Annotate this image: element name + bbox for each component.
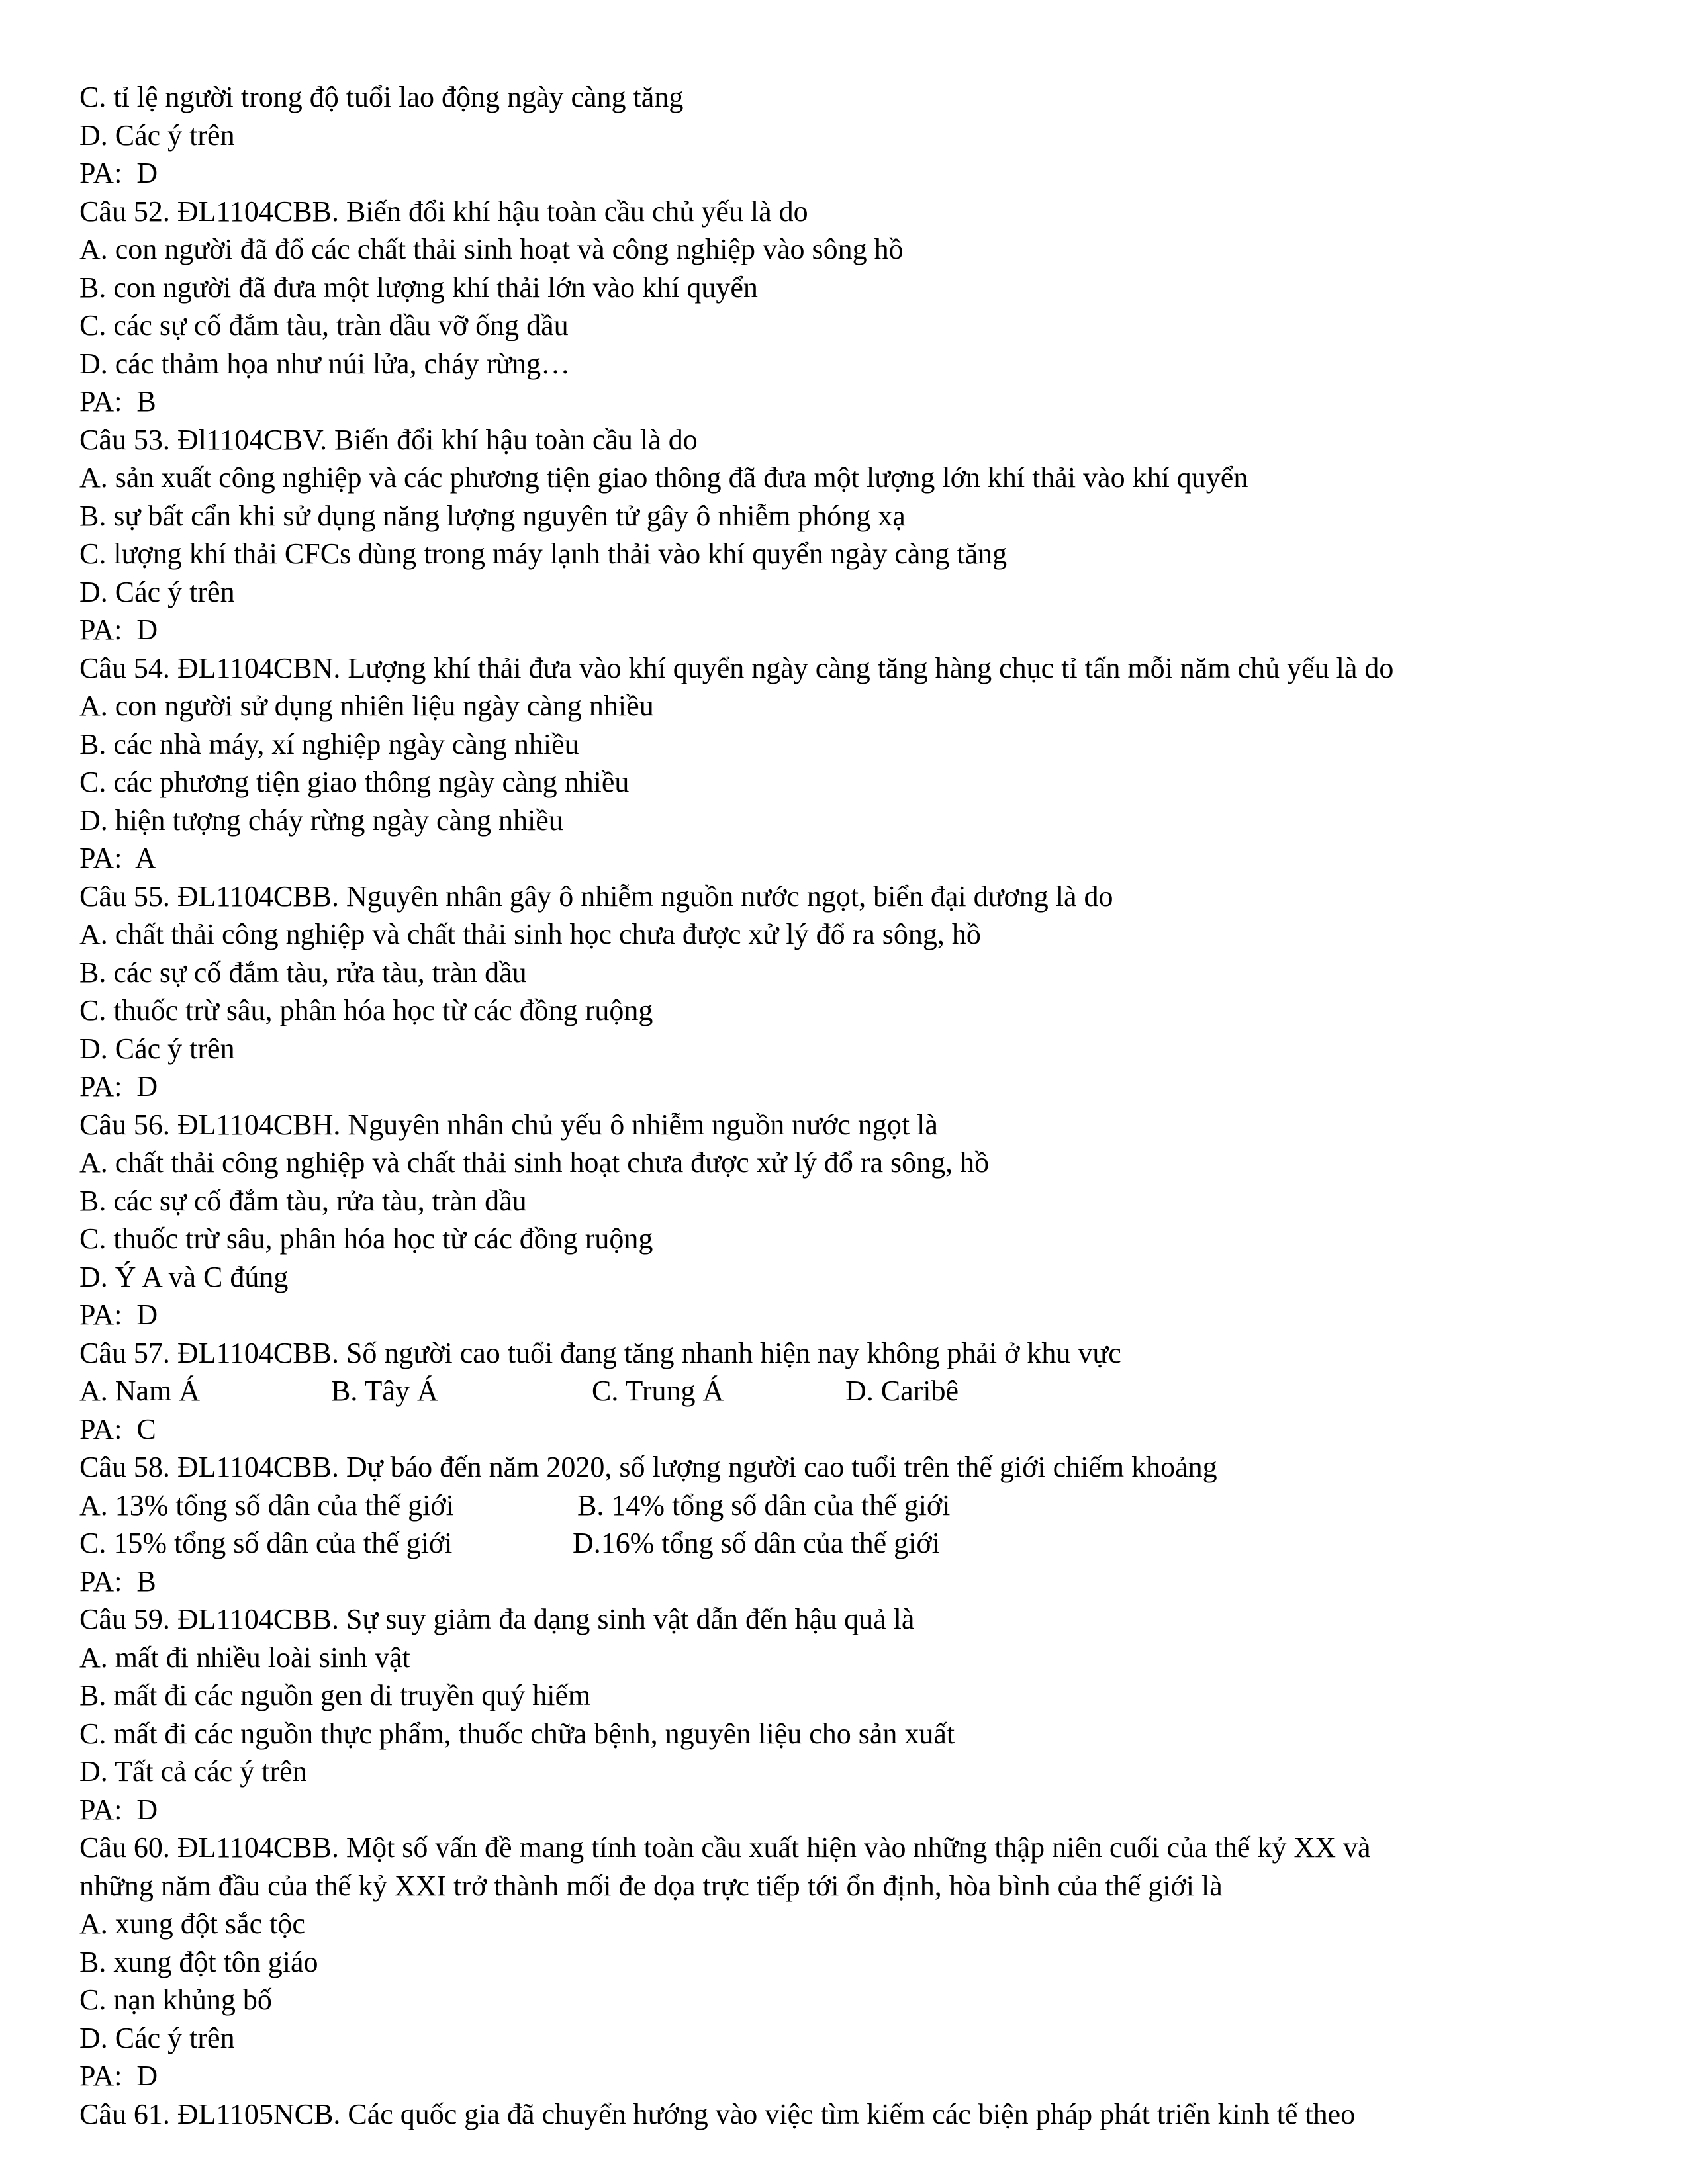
q58-options-row-1 (79, 1486, 1622, 1525)
text-line: PA: D (79, 1070, 158, 1103)
text-line: A. con người đã đổ các chất thải sinh hoạt và công nghiệp vào sông hồ (79, 233, 904, 265)
q57-option-a: A. Nam Á (79, 1375, 201, 1407)
q58-question: Câu 58. ĐL1104CBB. Dự báo đến năm 2020, số lượng người cao tuổi trên thế giới chiếm khoảng (79, 1451, 1217, 1483)
text-line: Câu 53. Đl1104CBV. Biến đổi khí hậu toàn cầu là do (79, 423, 698, 456)
text-line: D. Các ý trên (79, 1032, 235, 1065)
text-line: Câu 54. ĐL1104CBN. Lượng khí thải đưa vào khí quyển ngày càng tăng hàng chục tỉ tấn mỗi năm chủ yếu là do (79, 651, 1394, 684)
text-line: C. các sự cố đắm tàu, tràn dầu vỡ ống dầu (79, 309, 569, 341)
text-line: B. các sự cố đắm tàu, rửa tàu, tràn dầu (79, 956, 527, 989)
text-line: D. Các ý trên (79, 2021, 235, 2054)
text-line: C. nạn khủng bố (79, 1983, 272, 2016)
text-block-top (79, 78, 1622, 1372)
text-line: D. Các ý trên (79, 118, 235, 152)
text-line: PA: B (79, 1565, 156, 1598)
q57-option-c: C. Trung Á (592, 1375, 724, 1407)
text-block-bottom (79, 1563, 1622, 2134)
text-line: B. các sự cố đắm tàu, rửa tàu, tràn dầu (79, 1184, 527, 1217)
text-line: B. mất đi các nguồn gen di truyền quý hiếm (79, 1679, 591, 1711)
text-line: PA: D (79, 2060, 158, 2092)
text-line: A. sản xuất công nghiệp và các phương tiện giao thông đã đưa một lượng lớn khí thải vào khí quyển (79, 461, 1248, 494)
text-line: PA: D (79, 157, 158, 189)
text-line: PA: D (79, 614, 158, 646)
text-line: Câu 56. ĐL1104CBH. Nguyên nhân chủ yếu ô nhiễm nguồn nước ngọt là (79, 1108, 938, 1141)
q57-answer: PA: C (79, 1412, 156, 1445)
text-line: B. xung đột tôn giáo (79, 1945, 318, 1978)
text-line: B. con người đã đưa một lượng khí thải lớn vào khí quyển (79, 271, 758, 304)
text-line: A. xung đột sắc tộc (79, 1907, 305, 1940)
text-line: Câu 57. ĐL1104CBB. Số người cao tuổi đang tăng nhanh hiện nay không phải ở khu vực (79, 1336, 1121, 1369)
text-line: PA: B (79, 385, 156, 418)
text-line: C. mất đi các nguồn thực phẩm, thuốc chữa bệnh, nguyên liệu cho sản xuất (79, 1717, 955, 1750)
text-line: D. các thảm họa như núi lửa, cháy rừng… (79, 347, 571, 380)
text-line: Câu 61. ĐL1105NCB. Các quốc gia đã chuyển hướng vào việc tìm kiếm các biện pháp phát triển kinh tế theo (79, 2097, 1356, 2130)
text-line: D. Tất cả các ý trên (79, 1755, 307, 1788)
q58-option-a: A. 13% tổng số dân của thế giới (79, 1488, 454, 1522)
text-line: Câu 59. ĐL1104CBB. Sự suy giảm đa dạng sinh vật dẫn đến hậu quả là (79, 1603, 915, 1635)
text-line: D. Ý A và C đúng (79, 1260, 289, 1293)
text-line: A. mất đi nhiều loài sinh vật (79, 1641, 410, 1674)
text-line: C. tỉ lệ người trong độ tuổi lao động ngày càng tăng (79, 81, 684, 113)
text-line: những năm đầu của thế kỷ XXI trở thành mối đe dọa trực tiếp tới ổn định, hòa bình của thế giới là (79, 1869, 1223, 1902)
text-line: A. con người sử dụng nhiên liệu ngày càng nhiều (79, 690, 654, 722)
document-body (79, 78, 1622, 2133)
text-line: C. các phương tiện giao thông ngày càng nhiều (79, 766, 630, 798)
text-line: Câu 60. ĐL1104CBB. Một số vấn đề mang tính toàn cầu xuất hiện vào những thập niên cuối của thế kỷ XX và (79, 1831, 1371, 1864)
text-line: B. sự bất cẩn khi sử dụng năng lượng nguyên tử gây ô nhiễm phóng xạ (79, 499, 906, 532)
q58-option-d: D.16% tổng số dân của thế giới (573, 1527, 940, 1559)
text-line: A. chất thải công nghiệp và chất thải sinh học chưa được xử lý đổ ra sông, hồ (79, 918, 981, 950)
text-line: B. các nhà máy, xí nghiệp ngày càng nhiều (79, 727, 579, 760)
text-line: A. chất thải công nghiệp và chất thải sinh hoạt chưa được xử lý đổ ra sông, hồ (79, 1146, 990, 1179)
q58-options-row-2 (79, 1524, 1622, 1563)
q57-option-b: B. Tây Á (331, 1375, 438, 1407)
q58-option-b: B. 14% tổng số dân của thế giới (577, 1488, 951, 1522)
text-line: D. hiện tượng cháy rừng ngày càng nhiều (79, 803, 563, 837)
text-line: Câu 55. ĐL1104CBB. Nguyên nhân gây ô nhiễm nguồn nước ngọt, biển đại dương là do (79, 880, 1113, 913)
text-line: C. thuốc trừ sâu, phân hóa học từ các đồng ruộng (79, 994, 653, 1026)
text-line: PA: A (79, 842, 156, 874)
q58-option-c: C. 15% tổng số dân của thế giới (79, 1527, 453, 1559)
text-line: D. Các ý trên (79, 575, 235, 608)
q57-options-row (79, 1372, 1622, 1410)
text-line: C. thuốc trừ sâu, phân hóa học từ các đồng ruộng (79, 1222, 653, 1255)
q57-option-d: D. Caribê (845, 1375, 959, 1407)
text-line: PA: D (79, 1298, 158, 1331)
text-line: PA: D (79, 1793, 158, 1826)
text-line: Câu 52. ĐL1104CBB. Biến đổi khí hậu toàn cầu chủ yếu là do (79, 195, 808, 228)
text-line: C. lượng khí thải CFCs dùng trong máy lạnh thải vào khí quyển ngày càng tăng (79, 537, 1008, 570)
